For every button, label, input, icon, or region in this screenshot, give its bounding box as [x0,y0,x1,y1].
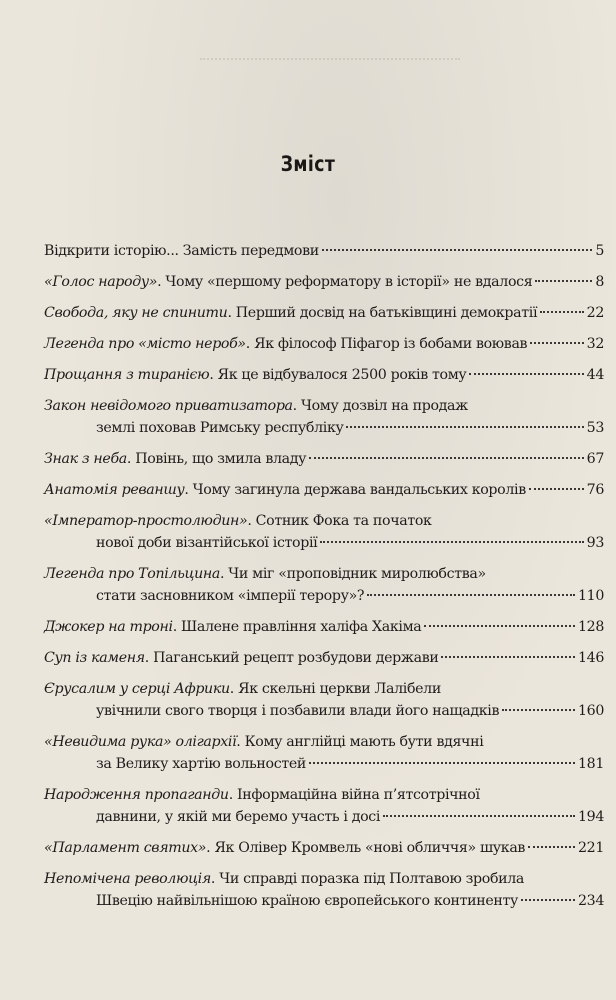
toc-entry-text: . Сотник Фока та початок [247,513,432,529]
toc-entry-text: . Інформаційна війна п’ятсотрічної [228,787,480,803]
toc-entry[interactable] [44,784,604,828]
toc-page-number: 146 [577,650,604,666]
toc-entry-italic-title: Легенда про Топільцина [44,566,220,582]
toc-entry-line [44,302,604,324]
toc-entry-italic-title: Народження пропаганди [44,787,229,803]
toc-entry-line [44,731,604,753]
toc-entry-text: . Як Олівер Кромвель «нові обличчя» шукав [206,840,526,856]
toc-entry-text-continued: землі поховав Римську республіку [96,420,344,436]
dot-leader [424,625,575,627]
toc-entry-italic-title: Закон невідомого приватизатора [44,398,293,414]
toc-entry[interactable] [44,837,604,859]
toc-entry-italic-title: Єрусалим у серці Африки [44,681,230,697]
toc-entry-line-continued [44,532,604,554]
toc-page-number: 93 [586,535,604,551]
toc-entry-text: Відкрити історію... Замість передмови [44,243,319,259]
toc-entry-text: . Як філософ Піфагор із бобами воював [245,336,528,352]
toc-entry-line-continued [44,753,604,775]
toc-page-number: 53 [586,420,604,436]
toc-entry-text: . Як це відбувалося 2500 років тому [209,367,467,383]
toc-entry-text: . Чому «першому реформатору в історії» не вдалося [157,274,533,290]
toc-page-number: 8 [595,274,604,290]
dot-leader [309,457,583,459]
toc-entry-italic-title: Непомічена революція [44,871,211,887]
toc-entry-text-continued: стати засновником «імперії терору»? [96,588,365,604]
dot-leader [383,815,575,817]
toc-page-number: 194 [577,809,604,825]
toc-entry-italic-title: «Імператор-простолюдин» [44,513,248,529]
toc-entry-text-continued: Швецію найвільнішою країною європейського континенту [96,893,519,909]
toc-entry-italic-title: Знак з неба [44,451,127,467]
toc-entry[interactable] [44,333,604,355]
toc-entry[interactable] [44,678,604,722]
toc-entry-line [44,616,604,638]
toc-entry-text-continued: увічнили свого творця і позбавили влади його нащадків [96,703,500,719]
toc-page-number: 22 [586,305,604,321]
toc-page-number: 234 [577,893,604,909]
toc-entry-italic-title: Суп із каменя [44,650,145,666]
toc-entry[interactable] [44,563,604,607]
toc-entry[interactable] [44,616,604,638]
toc-entry-text: . Чому загинула держава вандальських королів [184,482,526,498]
toc-entry-line [44,784,604,806]
toc-entry-line-continued [44,417,604,439]
toc-entry[interactable] [44,647,604,669]
toc-entry-italic-title: Анатомія реваншу [44,482,185,498]
toc-entry-italic-title: Прощання з тиранією [44,367,210,383]
toc-entry-line-continued [44,806,604,828]
toc-page-number: 44 [586,367,604,383]
toc-entry-line [44,448,604,470]
toc-entry-line [44,510,604,532]
toc-entry-italic-title: «Парламент святих» [44,840,207,856]
dot-leader [502,709,575,711]
toc-entry[interactable] [44,731,604,775]
dot-leader [530,342,583,344]
toc-page-number: 181 [577,756,604,772]
toc-entry-line [44,647,604,669]
toc-entry-text: . Паганський рецепт розбудови держави [144,650,439,666]
toc-entry-line-continued [44,890,604,912]
toc-entry-line [44,868,604,890]
toc-entry-italic-title: «Невидима рука» олігархії [44,734,237,750]
toc-entry-text: . Чи справді поразка під Полтавою зробила [210,871,525,887]
toc-page-number: 5 [595,243,604,259]
toc-entry[interactable] [44,302,604,324]
table-of-contents [44,240,604,921]
toc-entry[interactable] [44,364,604,386]
dot-leader [367,594,575,596]
toc-entry-text: . Повінь, що змила владу [126,451,307,467]
toc-entry-text: . Шалене правління халіфа Хакіма [172,619,422,635]
toc-entry-text: . Чи міг «проповідник миролюбства» [219,566,486,582]
page-title: Зміст [280,152,336,176]
toc-entry-line [44,479,604,501]
dot-leader [540,311,583,313]
dot-leader [322,249,592,251]
toc-entry-text-continued: давнини, у якій ми беремо участь і досі [96,809,381,825]
toc-entry-text: . Кому англійці мають бути вдячні [236,734,484,750]
toc-entry[interactable] [44,479,604,501]
toc-entry-line [44,364,604,386]
toc-entry-text-continued: за Велику хартію вольностей [96,756,306,772]
toc-page-number: 32 [586,336,604,352]
dot-leader [441,656,575,658]
toc-entry-text: . Як скельні церкви Лалібели [229,681,441,697]
toc-entry-italic-title: Джокер на троні [44,619,173,635]
toc-entry-line [44,563,604,585]
toc-entry[interactable] [44,510,604,554]
dot-leader [528,846,575,848]
toc-page-number: 110 [577,588,604,604]
toc-page-number: 76 [586,482,604,498]
toc-entry-text-continued: нової доби візантійської історії [96,535,318,551]
toc-entry[interactable] [44,271,604,293]
toc-entry-italic-title: «Голос народу» [44,274,158,290]
dot-leader [469,373,583,375]
toc-entry[interactable] [44,868,604,912]
toc-entry-line [44,271,604,293]
toc-entry[interactable] [44,395,604,439]
toc-entry-line-continued [44,585,604,607]
toc-entry-italic-title: Легенда про «місто нероб» [44,336,246,352]
toc-entry-line [44,678,604,700]
toc-page-number: 221 [577,840,604,856]
toc-entry[interactable] [44,240,604,262]
dot-leader [535,280,592,282]
toc-page-number: 128 [577,619,604,635]
toc-entry-line-continued [44,700,604,722]
toc-entry-italic-title: Свобода, яку не спинити [44,305,228,321]
toc-entry-line [44,837,604,859]
toc-page-number: 67 [586,451,604,467]
toc-entry-text: . Перший досвід на батьківщині демократії [227,305,538,321]
toc-entry-line [44,240,604,262]
dot-leader [309,762,575,764]
dot-leader [320,541,583,543]
toc-entry[interactable] [44,448,604,470]
dot-leader [346,426,583,428]
toc-entry-line [44,333,604,355]
toc-entry-line [44,395,604,417]
toc-page-number: 160 [577,703,604,719]
toc-entry-text: . Чому дозвіл на продаж [292,398,468,414]
dot-leader [529,488,584,490]
dot-leader [521,899,575,901]
bleed-through-header [200,58,460,72]
